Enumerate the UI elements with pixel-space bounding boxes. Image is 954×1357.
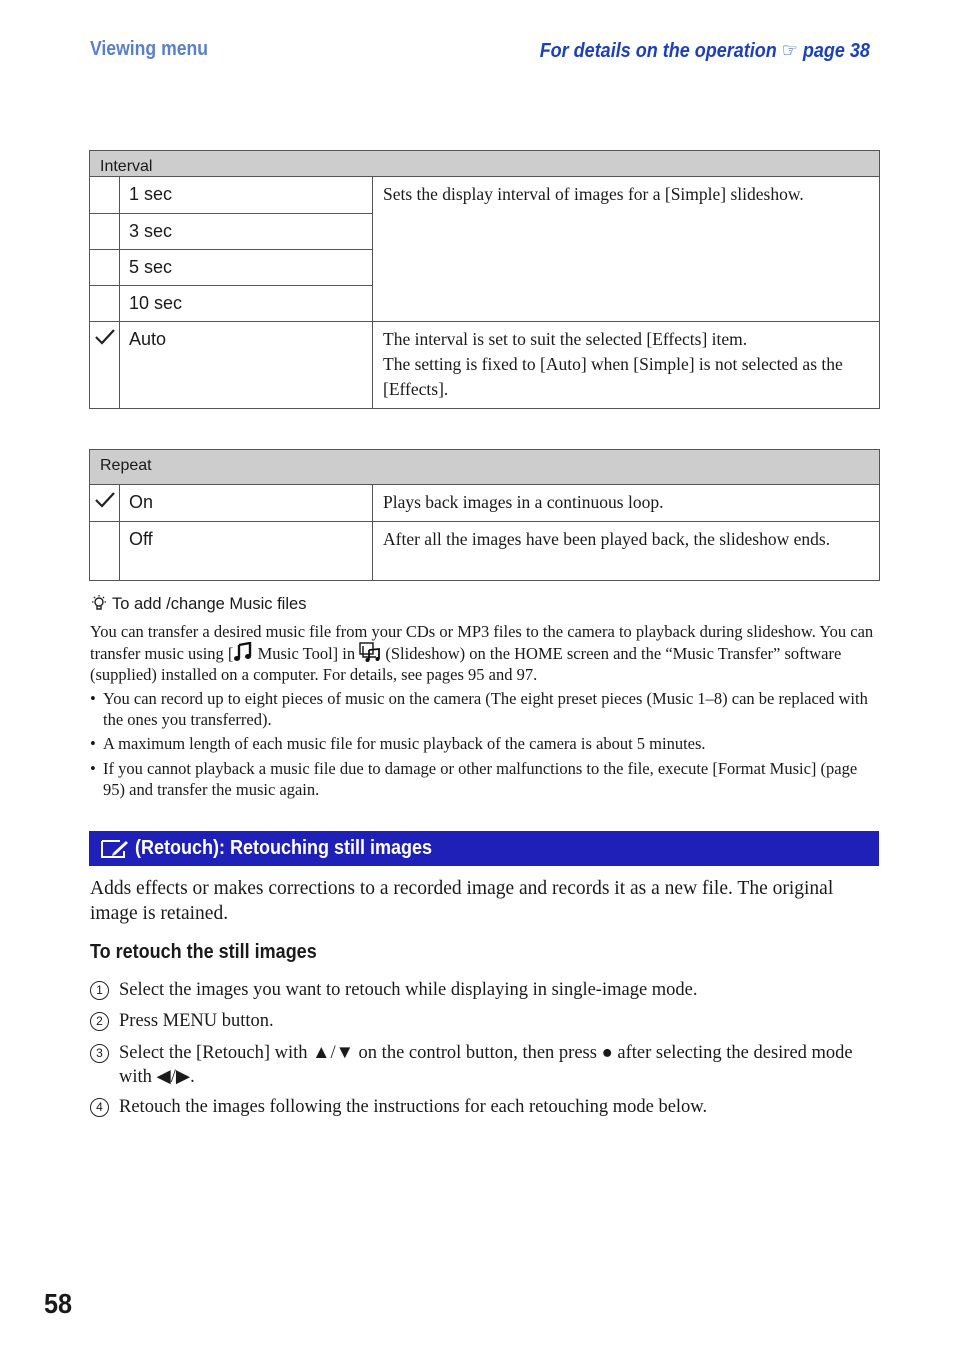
- lightbulb-icon: [90, 594, 108, 612]
- option-label: 10 sec: [120, 286, 373, 322]
- option-description: Plays back images in a continuous loop.: [373, 485, 880, 522]
- check-cell: [90, 522, 120, 581]
- interval-table-header: Interval: [90, 151, 880, 177]
- tip-text: (Slideshow) on the HOME screen and the “Music Transfer” software (supplied) installed on a computer. For details, see pages 95 and 97.: [90, 644, 842, 684]
- page-number: 58: [44, 1288, 73, 1319]
- description-line: The setting is fixed to [Auto] when [Simple] is not selected as the [Effects].: [383, 354, 843, 399]
- check-cell: [90, 485, 120, 522]
- option-description: [373, 322, 880, 409]
- subheading: To retouch the still images: [90, 941, 317, 963]
- step-text: Retouch the images following the instructions for each retouching mode below.: [119, 1097, 708, 1117]
- step-text: Press MENU button.: [119, 1011, 274, 1031]
- check-cell: [90, 322, 120, 409]
- check-cell: [90, 177, 120, 214]
- tip-heading: [90, 594, 306, 614]
- step-number: 1: [90, 981, 109, 1000]
- running-header-section: Viewing menu: [90, 38, 209, 60]
- step-number: 4: [90, 1098, 109, 1117]
- running-header-reference: [540, 38, 870, 63]
- step-item: [90, 1095, 880, 1119]
- slideshow-icon: [359, 642, 381, 662]
- option-description: After all the images have been played back, the slideshow ends.: [373, 522, 880, 581]
- tip-paragraph: [90, 621, 880, 685]
- checkmark-icon: [94, 491, 116, 509]
- step-item: [90, 1041, 880, 1089]
- table-row: [90, 485, 880, 522]
- section-intro: Adds effects or makes corrections to a recorded image and records it as a new file. The original image is retained.: [90, 878, 834, 924]
- check-cell: [90, 286, 120, 322]
- retouch-icon: [100, 839, 130, 859]
- tip-text: Music Tool] in: [253, 644, 360, 663]
- section-heading-bar: [89, 831, 879, 866]
- bullet-text: You can record up to eight pieces of music on the camera (The eight preset pieces (Music 1–8) can be replaced with the ones you transferred).: [103, 689, 868, 729]
- option-label: 3 sec: [120, 214, 373, 250]
- repeat-table-header: Repeat: [90, 450, 880, 485]
- step-number: 3: [90, 1044, 109, 1063]
- step-item: [90, 978, 880, 1002]
- reference-text: For details on the operation: [539, 40, 777, 62]
- check-cell: [90, 214, 120, 250]
- option-description: Sets the display interval of images for a [Simple] slideshow.: [373, 177, 880, 322]
- tip-title: To add /change Music files: [112, 595, 307, 613]
- repeat-table: [89, 449, 880, 581]
- section-title: (Retouch): Retouching still images: [135, 837, 433, 859]
- reference-page-link[interactable]: page 38: [802, 40, 870, 62]
- option-label: 5 sec: [120, 250, 373, 286]
- list-item: • You can record up to eight pieces of music on the camera (The eight preset pieces (Music 1–8) can be replaced with the ones you transferred).: [90, 689, 868, 729]
- bullet-text: If you cannot playback a music file due to damage or other malfunctions to the file, execute [Format Music] (page 95) and transfer the music again.: [103, 759, 858, 799]
- table-row: [90, 177, 880, 214]
- list-item: • A maximum length of each music file for music playback of the camera is about 5 minutes.: [90, 734, 706, 753]
- option-label: 1 sec: [120, 177, 373, 214]
- table-row: [90, 522, 880, 581]
- tip-text: You can transfer a desired music file from your CDs or MP3 files to the camera to playback during slideshow. You can transfer music using [: [90, 622, 874, 663]
- table-row: [90, 322, 880, 409]
- checkmark-icon: [94, 328, 116, 346]
- pointing-hand-icon: ☞: [781, 40, 798, 62]
- check-cell: [90, 250, 120, 286]
- description-line: The interval is set to suit the selected [Effects] item.: [383, 329, 748, 349]
- music-note-icon: [233, 642, 253, 662]
- step-text: Select the [Retouch] with ▲/▼ on the control button, then press ● after selecting the desired mode with ◀/▶.: [119, 1043, 853, 1087]
- list-item: • If you cannot playback a music file due to damage or other malfunctions to the file, execute [Format Music] (page 95) and transfer the music again.: [90, 759, 858, 799]
- option-label: Off: [120, 522, 373, 581]
- step-text: Select the images you want to retouch while displaying in single-image mode.: [119, 980, 698, 1000]
- bullet-text: A maximum length of each music file for music playback of the camera is about 5 minutes.: [103, 734, 706, 753]
- interval-table: [89, 150, 880, 409]
- step-number: 2: [90, 1012, 109, 1031]
- option-label: On: [120, 485, 373, 522]
- option-label: Auto: [120, 322, 373, 409]
- step-item: [90, 1009, 880, 1033]
